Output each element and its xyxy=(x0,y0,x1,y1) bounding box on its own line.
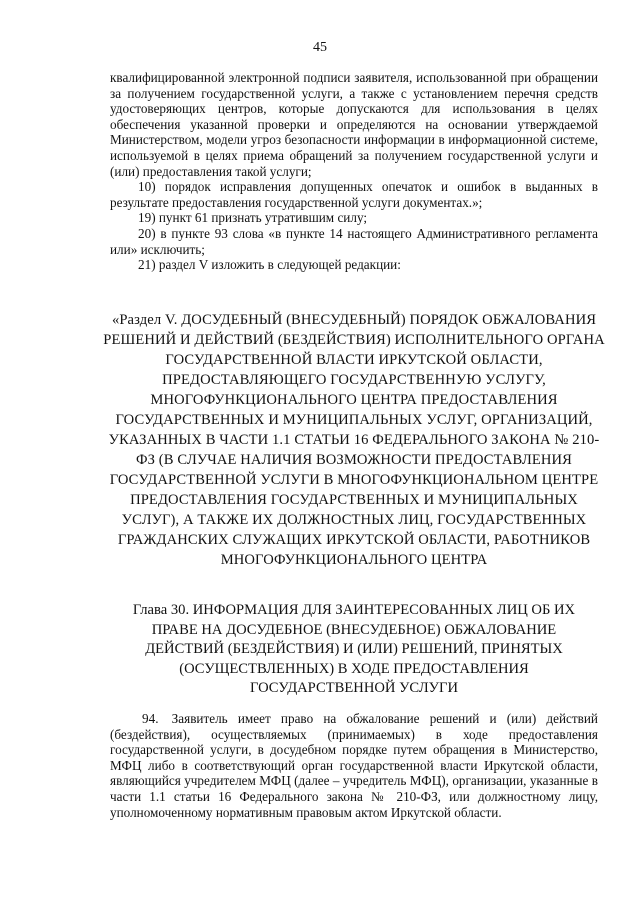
item-10: 10) порядок исправления допущенных опечаток и ошибок в выданных в результате предоставления государственной услуги документах.»; xyxy=(110,179,598,210)
section-v-title: «Раздел V. ДОСУДЕБНЫЙ (ВНЕСУДЕБНЫЙ) ПОРЯДОК ОБЖАЛОВАНИЯ РЕШЕНИЙ И ДЕЙСТВИЙ (БЕЗДЕЙСТВИЯ) ИСПОЛНИТЕЛЬНОГО ОРГАНА ГОСУДАРСТВЕННОЙ ВЛАСТИ ИРКУТСКОЙ ОБЛАСТИ, ПРЕДОСТАВЛЯЮЩЕГО ГОСУДАРСТВЕННУЮ УСЛУГУ, МНОГОФУНКЦИОНАЛЬНОГО ЦЕНТРА ПРЕДОСТАВЛЕНИЯ ГОСУДАРСТВЕННЫХ И МУНИЦИПАЛЬНЫХ УСЛУГ, ОРГАНИЗАЦИЙ, УКАЗАННЫХ В ЧАСТИ 1.1 СТАТЬИ 16 ФЕДЕРАЛЬНОГО ЗАКОНА № 210-ФЗ (В СЛУЧАЕ НАЛИЧИЯ ВОЗМОЖНОСТИ ПРЕДОСТАВЛЕНИЯ ГОСУДАРСТВЕННОЙ УСЛУГИ В МНОГОФУНКЦИОНАЛЬНОМ ЦЕНТРЕ ПРЕДОСТАВЛЕНИЯ ГОСУДАРСТВЕННЫХ И МУНИЦИПАЛЬНЫХ УСЛУГ), А ТАКЖЕ ИХ ДОЛЖНОСТНЫХ ЛИЦ, ГОСУДАРСТВЕННЫХ ГРАЖДАНСКИХ СЛУЖАЩИХ ИРКУТСКОЙ ОБЛАСТИ, РАБОТНИКОВ МНОГОФУНКЦИОНАЛЬНОГО ЦЕНТРА xyxy=(103,312,605,568)
paragraph-94: 94. Заявитель имеет право на обжалование решений и (или) действий (бездействия), осуществляемых (принимаемых) в ходе предоставления государственной услуги, в досудебном порядке путем обращения в Министерство, МФЦ либо в соответствующий орган государственной власти Иркутской области, являющийся учредителем МФЦ (далее – учредитель МФЦ), организации, указанные в части 1.1 статьи 16 Федерального закона № 210-ФЗ, или должностному лицу, уполномоченному нормативным правовым актом Иркутской области. xyxy=(110,711,598,820)
item-19: 19) пункт 61 признать утратившим силу; xyxy=(138,210,368,226)
amendment-list xyxy=(110,70,598,273)
page-number: 45 xyxy=(313,40,327,55)
item-20: 20) в пункте 93 слова «в пункте 14 настоящего Административного регламента или» исключить; xyxy=(110,225,598,257)
paragraph-94-block xyxy=(110,711,598,820)
chapter-30-title: Глава 30. ИНФОРМАЦИЯ ДЛЯ ЗАИНТЕРЕСОВАННЫХ ЛИЦ ОБ ИХ ПРАВЕ НА ДОСУДЕБНОЕ (ВНЕСУДЕБНОЕ) ОБЖАЛОВАНИЕ ДЕЙСТВИЙ (БЕЗДЕЙСТВИЯ) И (ИЛИ) РЕШЕНИЙ, ПРИНЯТЫХ (ОСУЩЕСТВЛЕННЫХ) В ХОДЕ ПРЕДОСТАВЛЕНИЯ ГОСУДАРСТВЕННОЙ УСЛУГИ xyxy=(132,602,576,696)
item-21: 21) раздел V изложить в следующей редакции: xyxy=(138,257,401,273)
paragraph-continuation: квалифицированной электронной подписи заявителя, использованной при обращении за получением государственной услуги, а также с установлением перечня средств удостоверяющих центров, которые допускаются для использования в целях обеспечения указанной проверки и определяются на основании утверждаемой Министерством, модели угроз безопасности информации в информационной системе, используемой в целях приема обращений за получением государственной услуги и (или) предоставления такой услуги; xyxy=(110,70,598,179)
